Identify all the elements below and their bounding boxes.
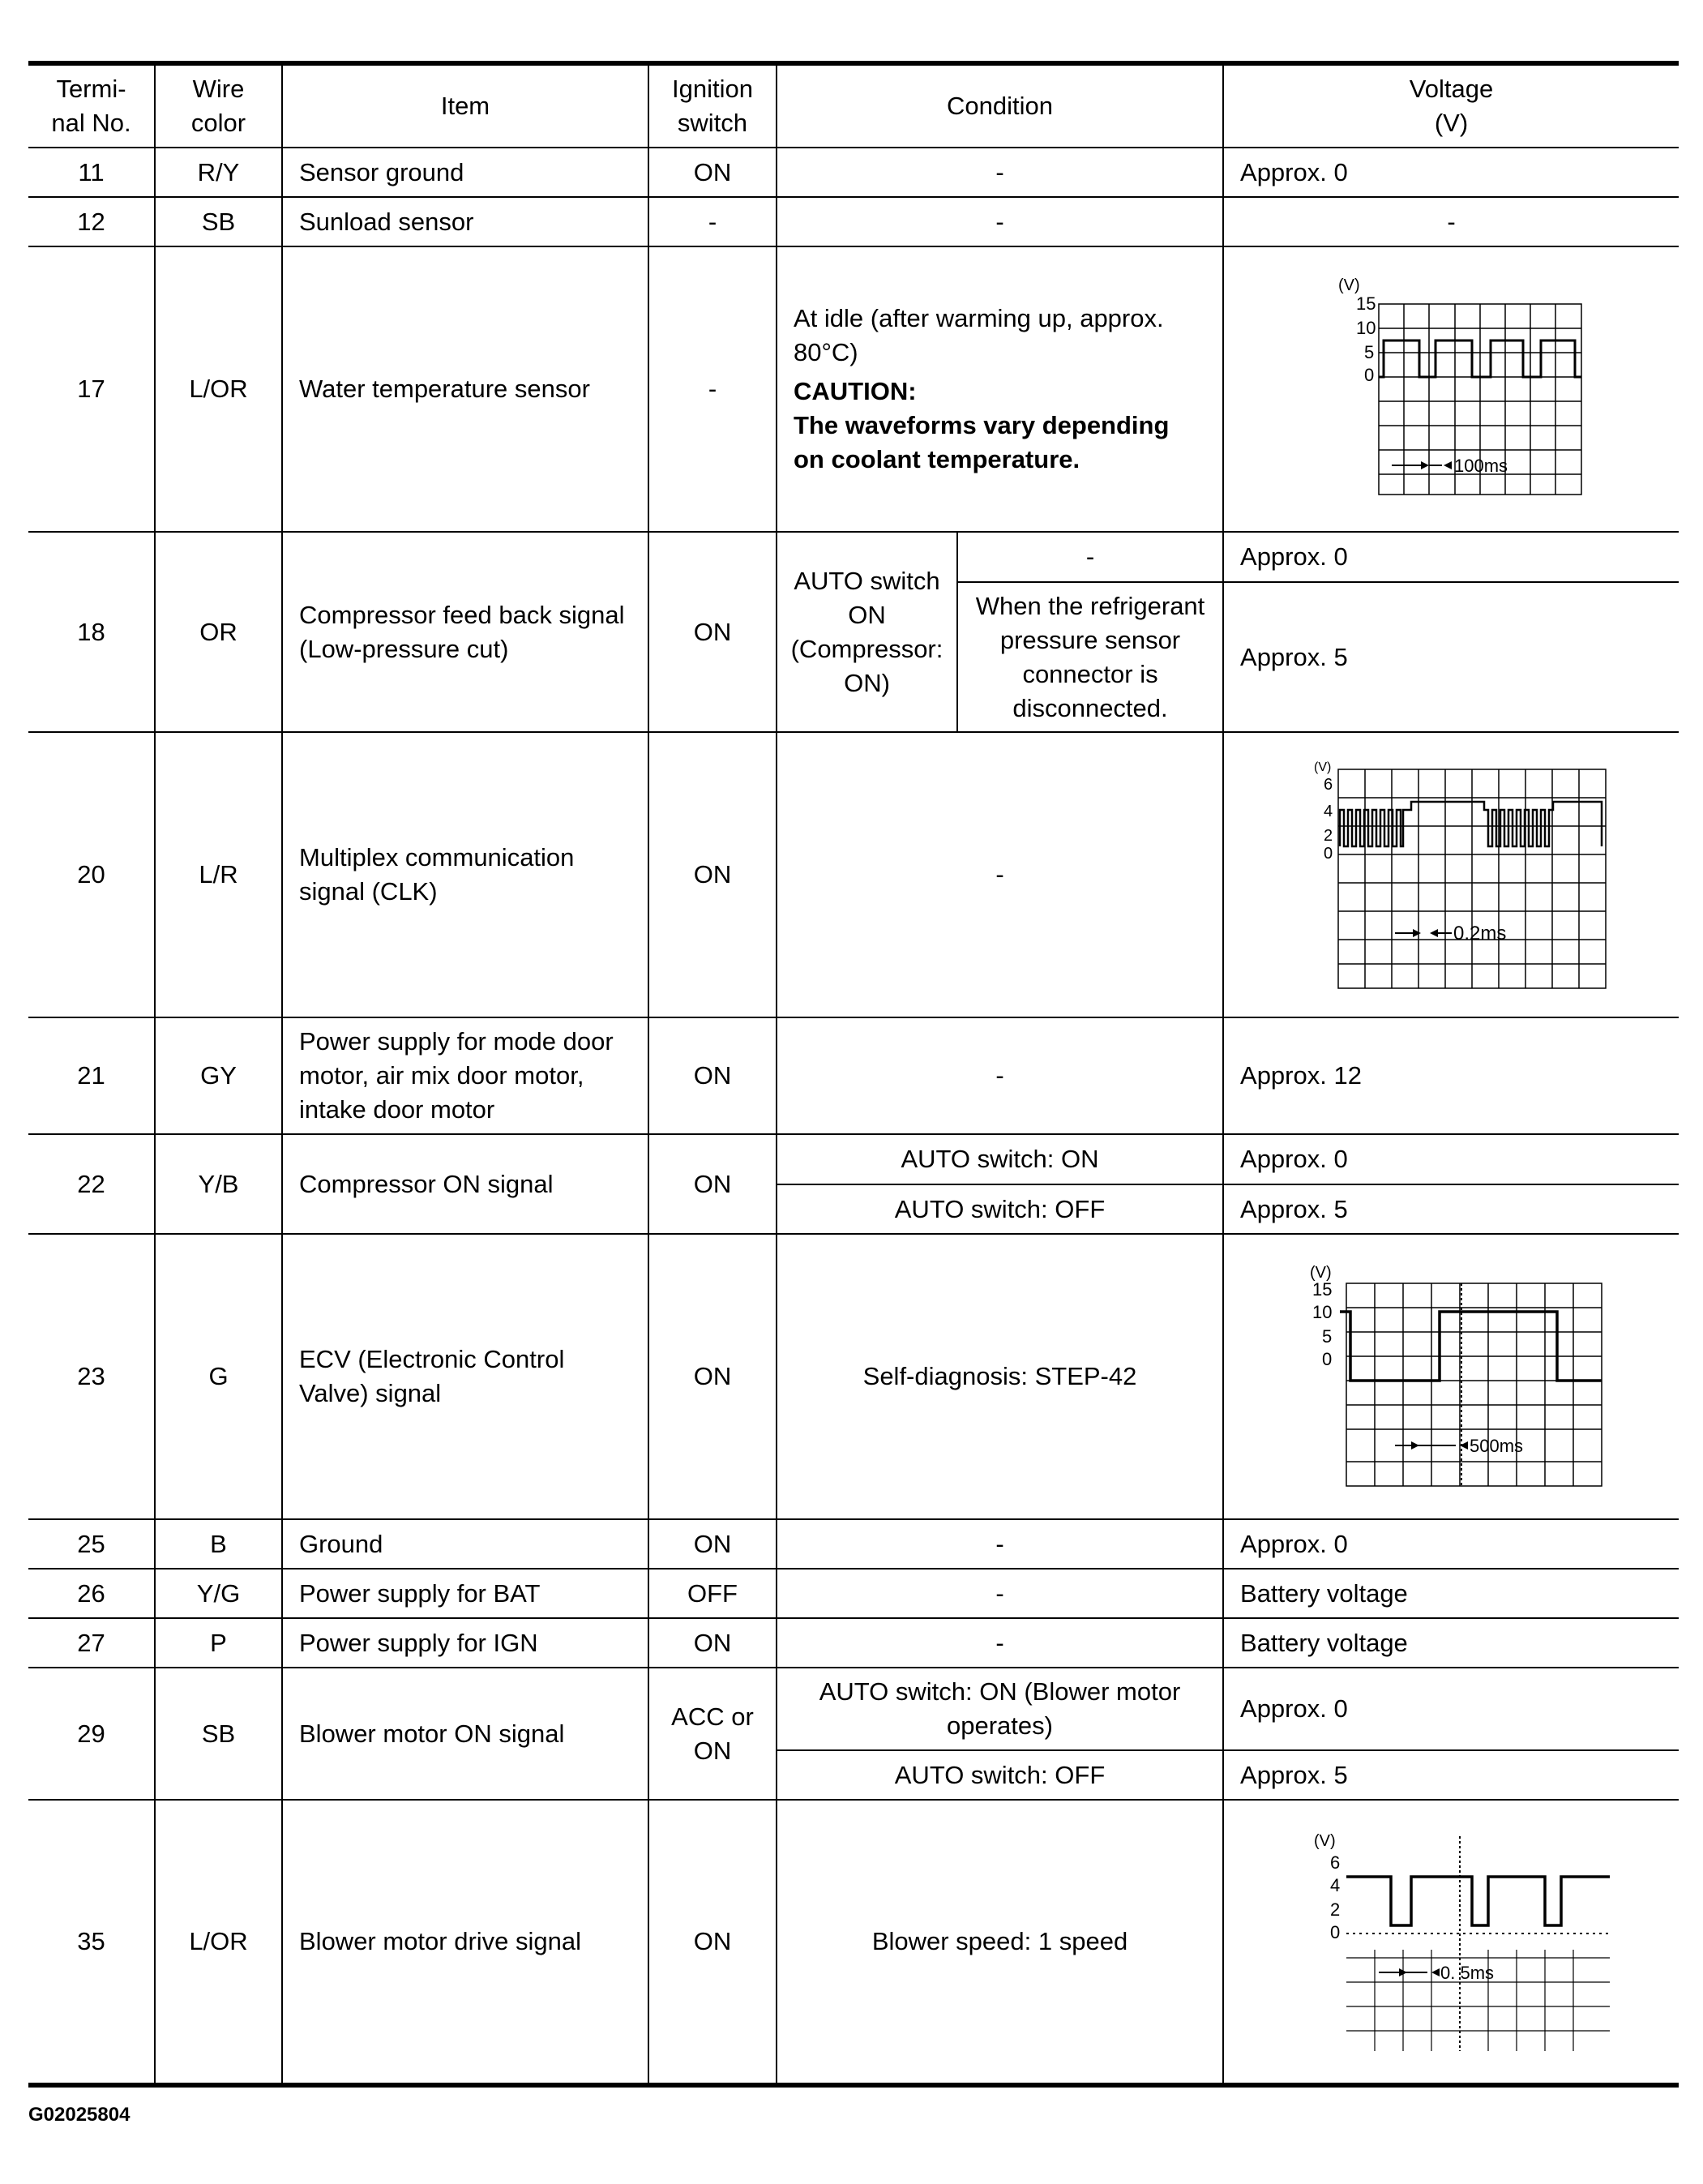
terminal-number: 17 xyxy=(28,246,155,532)
header-row xyxy=(28,63,1679,148)
item: Multiplex communication signal (CLK) xyxy=(282,732,648,1017)
wire-color: B xyxy=(155,1519,282,1569)
wire-color: Y/G xyxy=(155,1569,282,1618)
ignition-switch: ON xyxy=(648,148,777,197)
voltage: Approx. 0 xyxy=(1223,1519,1679,1569)
unit-label: (V) xyxy=(1313,1832,1336,1850)
time-scale-label: 500ms xyxy=(1469,1436,1523,1456)
y-tick: 2 xyxy=(1329,1899,1340,1920)
y-tick: 0 xyxy=(1363,365,1374,385)
condition: - xyxy=(777,1569,1223,1618)
item: Sensor ground xyxy=(282,148,648,197)
header-item: Item xyxy=(282,63,648,148)
header-terminal: Termi- nal No. xyxy=(28,63,155,148)
wire-color: GY xyxy=(155,1017,282,1134)
y-tick: 0 xyxy=(1321,1349,1332,1369)
voltage: Approx. 5 xyxy=(1223,582,1679,732)
item: ECV (Electronic Control Valve) signal xyxy=(282,1234,648,1519)
condition: - xyxy=(777,197,1223,246)
time-scale-label: 0. 5ms xyxy=(1440,1963,1494,1983)
table-row xyxy=(28,1519,1679,1569)
caution-title: CAUTION: xyxy=(794,377,917,405)
y-tick: 10 xyxy=(1311,1302,1332,1322)
table-row xyxy=(28,1668,1679,1750)
voltage: Approx. 0 xyxy=(1223,1668,1679,1750)
terminal-number: 23 xyxy=(28,1234,155,1519)
y-tick: 6 xyxy=(1329,1852,1340,1873)
table-row xyxy=(28,1618,1679,1668)
voltage-waveform xyxy=(1223,246,1679,532)
header-wire-color: Wire color xyxy=(155,63,282,148)
wire-color: SB xyxy=(155,1668,282,1800)
wire-color: OR xyxy=(155,532,282,732)
arrow-head xyxy=(1431,1968,1440,1976)
y-tick: 0 xyxy=(1323,845,1333,863)
condition: AUTO switch: OFF xyxy=(777,1750,1223,1800)
table-row xyxy=(28,732,1679,1017)
table-row xyxy=(28,532,1679,582)
item: Power supply for BAT xyxy=(282,1569,648,1618)
table-row xyxy=(28,1569,1679,1618)
item: Power supply for mode door motor, air mix door motor, intake door motor xyxy=(282,1017,648,1134)
arrow-head xyxy=(1411,1441,1419,1450)
condition: AUTO switch: OFF xyxy=(777,1184,1223,1234)
arrow-head xyxy=(1421,461,1429,469)
header-voltage: Voltage (V) xyxy=(1223,63,1679,148)
condition: Blower speed: 1 speed xyxy=(777,1800,1223,2085)
y-tick: 6 xyxy=(1323,776,1333,794)
waveform-35 xyxy=(1290,1828,1614,2055)
terminal-number: 20 xyxy=(28,732,155,1017)
condition-text: At idle (after warming up, approx. 80°C) xyxy=(794,304,1164,366)
condition-group: AUTO switch ON (Compressor: ON) xyxy=(777,532,957,732)
time-scale-label: 0.2ms xyxy=(1453,923,1506,944)
voltage: Battery voltage xyxy=(1223,1618,1679,1668)
wire-color: L/R xyxy=(155,732,282,1017)
voltage: Approx. 12 xyxy=(1223,1017,1679,1134)
terminal-number: 26 xyxy=(28,1569,155,1618)
y-tick: 5 xyxy=(1321,1326,1332,1347)
item: Blower motor ON signal xyxy=(282,1668,648,1800)
voltage: Battery voltage xyxy=(1223,1569,1679,1618)
item: Water temperature sensor xyxy=(282,246,648,532)
wire-color: L/OR xyxy=(155,1800,282,2085)
y-tick: 4 xyxy=(1323,803,1333,820)
voltage-waveform xyxy=(1223,1800,1679,2085)
condition: Self-diagnosis: STEP-42 xyxy=(777,1234,1223,1519)
condition: - xyxy=(777,148,1223,197)
terminal-number: 22 xyxy=(28,1134,155,1234)
waveform-line xyxy=(1346,1877,1610,1925)
unit-label: (V) xyxy=(1309,1264,1332,1282)
ignition-switch: - xyxy=(648,246,777,532)
ignition-switch: ON xyxy=(648,732,777,1017)
terminal-number: 21 xyxy=(28,1017,155,1134)
table-row xyxy=(28,148,1679,197)
y-tick: 4 xyxy=(1329,1875,1340,1895)
terminal-number: 18 xyxy=(28,532,155,732)
voltage: Approx. 0 xyxy=(1223,148,1679,197)
waveform-line xyxy=(1340,802,1602,846)
table-row xyxy=(28,1234,1679,1519)
item: Ground xyxy=(282,1519,648,1569)
condition: AUTO switch: ON xyxy=(777,1134,1223,1184)
sub-condition: When the refrigerant pressure sensor connector is disconnected. xyxy=(957,582,1223,732)
header-condition: Condition xyxy=(777,63,1223,148)
voltage-waveform xyxy=(1223,732,1679,1017)
arrow-head xyxy=(1430,929,1438,937)
ignition-switch: ON xyxy=(648,1618,777,1668)
unit-label: (V) xyxy=(1313,760,1331,774)
ignition-switch: ON xyxy=(648,532,777,732)
condition: - xyxy=(777,1618,1223,1668)
ignition-switch: ON xyxy=(648,1134,777,1234)
wire-color: P xyxy=(155,1618,282,1668)
item: Compressor feed back signal (Low-pressure cut) xyxy=(282,532,648,732)
table-row xyxy=(28,1017,1679,1134)
item: Sunload sensor xyxy=(282,197,648,246)
voltage: Approx. 0 xyxy=(1223,1134,1679,1184)
arrow-head xyxy=(1444,461,1452,469)
table-row xyxy=(28,1800,1679,2085)
waveform-line xyxy=(1340,1312,1602,1381)
figure-code: G02025804 xyxy=(28,2104,131,2126)
table-row xyxy=(28,1134,1679,1184)
y-tick: 10 xyxy=(1355,318,1376,338)
waveform-17 xyxy=(1314,276,1590,503)
ignition-switch: OFF xyxy=(648,1569,777,1618)
table-row xyxy=(28,246,1679,532)
condition xyxy=(777,246,1223,532)
header-ignition: Ignition switch xyxy=(648,63,777,148)
voltage-waveform xyxy=(1223,1234,1679,1519)
sub-condition: - xyxy=(957,532,1223,582)
wire-color: L/OR xyxy=(155,246,282,532)
waveform-23 xyxy=(1290,1263,1614,1490)
wire-color: SB xyxy=(155,197,282,246)
voltage: - xyxy=(1223,197,1679,246)
item: Compressor ON signal xyxy=(282,1134,648,1234)
wire-color: G xyxy=(155,1234,282,1519)
ignition-switch: ON xyxy=(648,1519,777,1569)
voltage: Approx. 5 xyxy=(1223,1750,1679,1800)
terminal-number: 11 xyxy=(28,148,155,197)
waveform-20 xyxy=(1290,753,1614,996)
condition: - xyxy=(777,732,1223,1017)
voltage: Approx. 0 xyxy=(1223,532,1679,582)
y-tick: 0 xyxy=(1329,1922,1340,1942)
wire-color: R/Y xyxy=(155,148,282,197)
time-scale-label: 100ms xyxy=(1453,456,1508,476)
y-tick: 15 xyxy=(1311,1279,1332,1300)
y-tick: 2 xyxy=(1323,827,1333,845)
item: Power supply for IGN xyxy=(282,1618,648,1668)
condition: - xyxy=(777,1017,1223,1134)
unit-label: (V) xyxy=(1337,276,1360,294)
y-tick: 15 xyxy=(1355,293,1376,314)
arrow-head xyxy=(1460,1441,1468,1450)
terminal-number: 25 xyxy=(28,1519,155,1569)
condition: AUTO switch: ON (Blower motor operates) xyxy=(777,1668,1223,1750)
terminal-number: 35 xyxy=(28,1800,155,2085)
ignition-switch: - xyxy=(648,197,777,246)
caution-text: The waveforms vary depending on coolant temperature. xyxy=(794,411,1170,473)
item: Blower motor drive signal xyxy=(282,1800,648,2085)
arrow-head xyxy=(1413,929,1421,937)
terminal-number: 12 xyxy=(28,197,155,246)
terminal-number: 27 xyxy=(28,1618,155,1668)
ignition-switch: ACC or ON xyxy=(648,1668,777,1800)
voltage: Approx. 5 xyxy=(1223,1184,1679,1234)
y-tick: 5 xyxy=(1363,342,1374,362)
ignition-switch: ON xyxy=(648,1234,777,1519)
condition: - xyxy=(777,1519,1223,1569)
table-row xyxy=(28,197,1679,246)
terminal-number: 29 xyxy=(28,1668,155,1800)
ignition-switch: ON xyxy=(648,1017,777,1134)
terminal-table xyxy=(28,61,1679,2088)
wire-color: Y/B xyxy=(155,1134,282,1234)
ignition-switch: ON xyxy=(648,1800,777,2085)
